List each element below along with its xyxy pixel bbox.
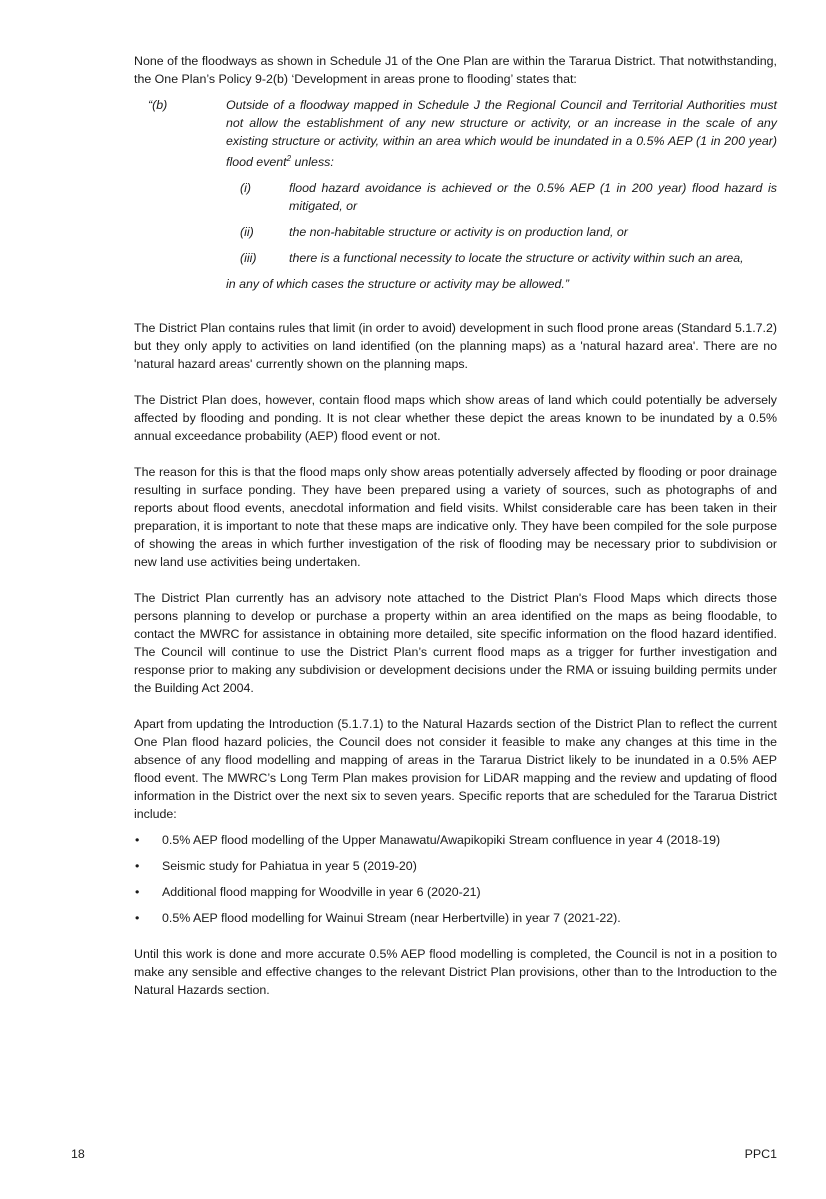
sub-item-text: there is a functional necessity to locate the structure or activity within such an area, bbox=[289, 251, 744, 266]
quote-text: Outside of a floodway mapped in Schedule J the Regional Council and Territorial Authorities must not allow the establishment of any new structure or activity, or an increase in the scale of any existing structure or activity, within an area which would be inundated in a 0.5% AEP (1 in 200 year) flood event bbox=[226, 98, 777, 170]
sub-item-label: (iii) bbox=[240, 251, 257, 266]
paragraph-conclusion: Until this work is done and more accurate 0.5% AEP flood modelling is completed, the Council is not in a position to make any sensible and effective changes to the relevant District Plan provisions, other than to the Introduction to the Natural Hazards section. bbox=[134, 947, 777, 998]
list-item: • 0.5% AEP flood modelling for Wainui Stream (near Herbertville) in year 7 (2021-22). bbox=[135, 911, 621, 926]
bullet-icon: • bbox=[135, 833, 140, 848]
list-item: • Seismic study for Pahiatua in year 5 (2019-20) bbox=[135, 859, 417, 874]
scheduled-reports-list bbox=[134, 831, 777, 927]
document-code: PPC1 bbox=[744, 1147, 777, 1161]
sub-item-label: (ii) bbox=[240, 225, 254, 240]
intro-paragraph: None of the floodways as shown in Schedule J1 of the One Plan are within the Tararua District. That notwithstanding, the One Plan’s Policy 9-2(b) ‘Development in areas prone to flooding’ states that: bbox=[134, 54, 777, 86]
page-body bbox=[134, 52, 777, 999]
policy-quote bbox=[134, 96, 777, 293]
sub-item-label: (i) bbox=[240, 181, 252, 196]
quote-body bbox=[226, 96, 777, 293]
quote-closing: in any of which cases the structure or activity may be allowed.” bbox=[226, 277, 569, 292]
quote-tail: unless: bbox=[291, 155, 334, 170]
page-number: 18 bbox=[71, 1147, 85, 1161]
paragraph-advisory-note: The District Plan currently has an advisory note attached to the District Plan's Flood Maps which directs those persons planning to develop or purchase a property within an area identified on the maps as being floodable, to contact the MWRC for assistance in obtaining more detailed, site specific information on the flood hazard identified. The Council will continue to use the District Plan’s current flood maps as a trigger for further investigation and response prior to making any subdivision or development decisions under the RMA or issuing building permits under the Building Act 2004. bbox=[134, 591, 777, 696]
bullet-icon: • bbox=[135, 859, 140, 874]
paragraph-district-rules: The District Plan contains rules that limit (in order to avoid) development in such flood prone areas (Standard 5.1.7.2) but they only apply to activities on land identified (on the planning maps) as a 'natural hazard area'. There are no 'natural hazard areas' currently shown on the planning maps. bbox=[134, 321, 777, 372]
paragraph-flood-maps: The District Plan does, however, contain flood maps which show areas of land which could potentially be adversely affected by flooding and ponding. It is not clear whether these depict the areas known to be inundated by a 0.5% annual exceedance probability (AEP) flood event or not. bbox=[134, 393, 777, 444]
sub-item-text: the non-habitable structure or activity is on production land, or bbox=[289, 225, 628, 240]
paragraph-map-sources: The reason for this is that the flood maps only show areas potentially adversely affected by flooding or poor drainage resulting in surface ponding. They have been prepared using a variety of sources, such as photographs of and reports about flood events, anecdotal information and field visits. Whilst considerable care has been taken in their preparation, it is important to note that these maps are indicative only. They have been compiled for the sole purpose of showing the areas in which further investigation of the risk of flooding may be necessary prior to subdivision or new land use activities being undertaken. bbox=[134, 465, 777, 570]
footnote-marker: 2 bbox=[286, 154, 292, 163]
bullet-icon: • bbox=[135, 885, 140, 900]
list-item: • Additional flood mapping for Woodville in year 6 (2020-21) bbox=[135, 885, 481, 900]
sub-item-text: flood hazard avoidance is achieved or the 0.5% AEP (1 in 200 year) flood hazard is mitigated, or bbox=[289, 181, 777, 214]
bullet-icon: • bbox=[135, 911, 140, 926]
quote-sub-item bbox=[226, 223, 777, 241]
quote-main-text bbox=[226, 96, 777, 171]
quote-label: “(b) bbox=[148, 98, 168, 112]
paragraph-mwrc-plan: Apart from updating the Introduction (5.1.7.1) to the Natural Hazards section of the District Plan to reflect the current One Plan flood hazard policies, the Council does not consider it feasible to make any changes at this time in the absence of any flood modelling and mapping of areas in the Tararua District likely to be inundated in a 0.5% AEP flood event. The MWRC’s Long Term Plan makes provision for LiDAR mapping and the review and updating of flood information in the District over the next six to seven years. Specific reports that are scheduled for the Tararua District include: bbox=[134, 717, 777, 822]
quote-sub-item bbox=[226, 249, 777, 267]
quote-sub-item bbox=[226, 179, 777, 215]
list-item: • 0.5% AEP flood modelling of the Upper Manawatu/Awapikopiki Stream confluence in year 4 (2018-19) bbox=[135, 833, 721, 848]
